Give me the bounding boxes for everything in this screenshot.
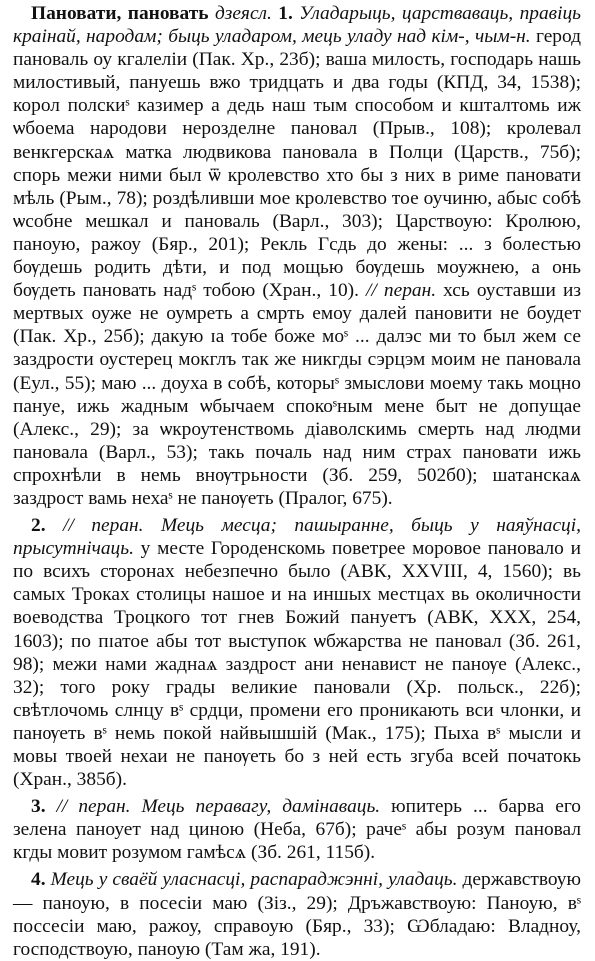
sense-number: 1.	[278, 3, 293, 24]
definition-text: дзеясл.	[208, 3, 279, 24]
citation-text: державствоую — паноую, в посесіи маю (Зіз., 29); Дръжавствоую: Паноую, вˢ поссесіи маю, ражоу, справоую (Бяр., 33); Ѡбладаю: Владноу, господствоую, паноую (Там жа, 191).	[13, 869, 581, 960]
entry-sense-4	[13, 868, 581, 960]
sense-number: 3.	[31, 796, 46, 818]
citation-text: юпитерь ... барва его зелена паноует над циною (Неба, 67б); рачеˢ абы розум пановал кгды мовит розумом гамѣсѧ (Зб. 261, 115б).	[13, 796, 581, 864]
definition-text: // перан. Мець месца; пашыранне, быць у наяўнасці, прысутнічаць.	[13, 515, 581, 560]
citation-text: герод пановаль оу кгалеліи (Пак. Хр., 23б); ваша милость, господарь нашь милостивый, пануешь вжо тридцать и два годы (КПД, 34, 1538); корол полскиˢ казимер а дедь наш тым способом и кшталтомь иж ѡбоема народови нерозделне пановал (Прыв., 108); кролевал венкгерскаѧ матка людвикова пановала в Полци (Царств., 75б); спорь межи ними был ѿ кролевство хто бы з них в риме пановати мѣль (Рым., 78); роздѣливши мое кролевство тое оучиню, абыс собѣ ѡсобне мешкал и пановаль (Варл., 303); Царствоую: Кролюю, паноую, ражоу (Бяр., 201); Рекль Гсдь до жены: ... з болестью бѹдешь родить дѣти, и под мощью бѹдешь моужнею, а онь бѹдеть пановать надˢ тобою (Хран., 10).	[13, 26, 581, 302]
sense-number: 4.	[31, 869, 46, 891]
definition-text: Мець у сваёй уласнасці, распараджэнні, уладаць.	[45, 869, 458, 891]
entry-sense-2	[13, 514, 581, 791]
definition-text: Уладарыць, царстваваць, правіць краінай, народам; быць уладаром, мець уладу над кім-, чым-н.	[13, 3, 581, 48]
entry-sense-1	[13, 2, 581, 510]
headword: Пановати, пановать	[31, 3, 209, 24]
citation-text: хсь оуставши из мертвых оуже не оумреть а смрть емоу далей пановити не боудет (Пак. Хр., 25б); дакую ɪа тобе боже моˢ ... далэс ми то был жем се заздрости оустерец мокглъ так же никгды сэрцэм моим не пановала (Еул., 55); маю ... доуха в собѣ, которыˢ змыслови моему такь моцно пануе, ижь жадным ѡбычаем спокоˢным мене быт не допущае (Алекс., 29); за ѡкроутенствомь діаволскимь смерть над людми пановала (Варл., 53); такь почаль над ним страх пановати ижь спрохнѣли в немь внѹтрьности (Зб. 259, 502б0); шатанскаѧ заздрост вамь нехаˢ не панѹеть (Пралог, 675).	[13, 280, 581, 509]
citation-text: у месте Городенскомь поветрее моровое пановало и по всихъ сторонах небезпечно было (АВК, XXVIII, 4, 1560); вь самых Троках столицы нашое и на иншых местцах вь околичности воеводства Троцкого тот гнев Божий пануетъ (АВК, XXX, 254, 1603); по пɪатое абы тот выступок ѡбжарства не пановал (Зб. 261, 98); межи нами жаднаѧ заздрост ани ненавист не панѹе (Алекс., 32); того року грады великие пановали (Хр. польск., 22б); свѣтлочомь слнцу вˢ срдци, промени его проникають вси члонки, и панѹеть вˢ немь покой найвышшій (Мак., 175); Пыха вˢ мысли и мовы твоей нехаи не панѹеть бо з ней есть згуба всей початокь (Хран., 385б).	[13, 538, 581, 791]
entry-sense-3	[13, 795, 581, 864]
sense-number: 2.	[31, 515, 46, 537]
definition-text: // перан. Мець перавагу, дамінаваць.	[45, 796, 381, 818]
definition-text: // перан.	[366, 280, 437, 302]
